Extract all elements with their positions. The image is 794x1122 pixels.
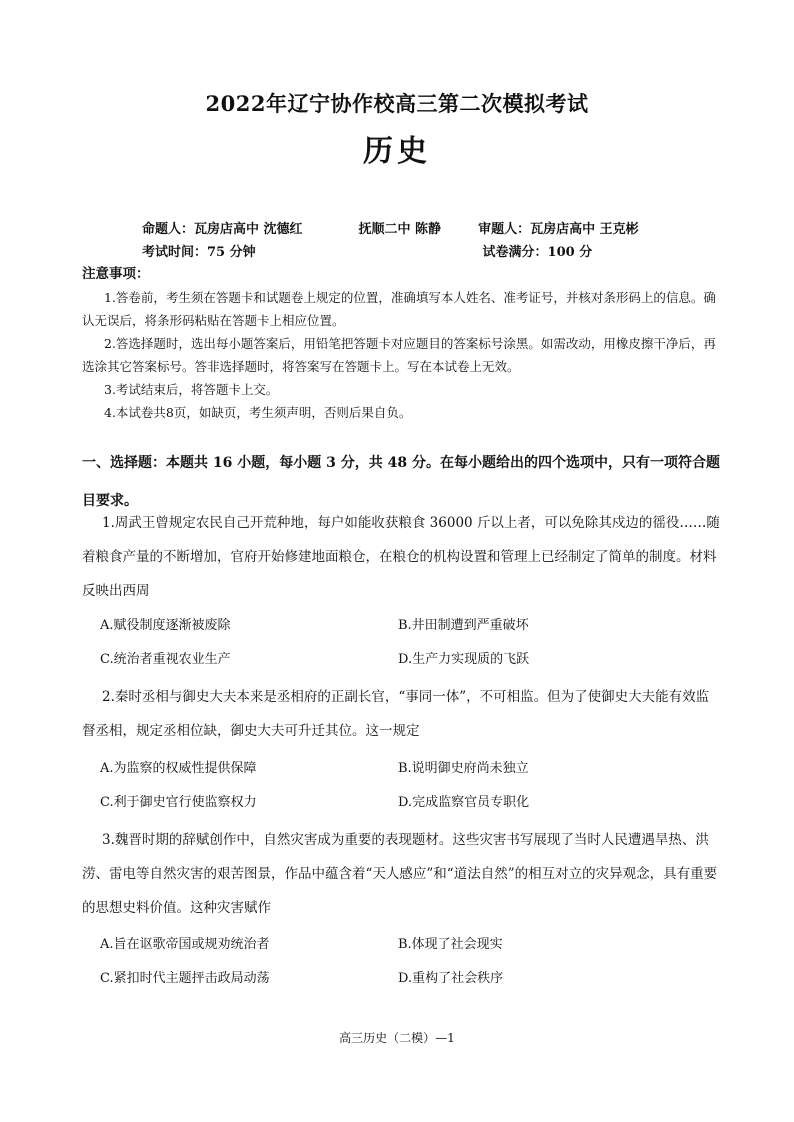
- exam-score: 试卷满分：100 分: [482, 245, 593, 260]
- subject-title: 历史: [363, 134, 431, 169]
- notice-heading: 注意事项：: [82, 266, 150, 282]
- page-footer: 高三历史（二模）—1: [339, 1031, 455, 1045]
- question-1: [82, 506, 722, 608]
- meta-time-line: [142, 241, 592, 260]
- notice-item: 4.本试卷共8页，如缺页，考生须声明，否则后果自负。: [104, 405, 412, 420]
- question-stem: 1.周武王曾规定农民自己开荒种地，每户如能收获粮食 36000 斤以上者，可以免除其戍边的徭役……随着粮食产量的不断增加，官府开始修建地面粮仓，在粮仓的机构设置和管理上已经制定了简单的制度。材料反映出西周: [82, 515, 720, 599]
- option-d: D.重构了社会秩序: [398, 971, 504, 986]
- reviewer-label: 审题人：瓦房店高中 王克彬: [478, 222, 639, 237]
- option-b: B.说明御史府尚未独立: [398, 761, 529, 776]
- option-b: B.体现了社会现实: [398, 937, 503, 952]
- question-3-options: [100, 928, 720, 996]
- option-c: C.统治者重视农业生产: [100, 652, 231, 667]
- notice-item: 2.答选择题时，选出每小题答案后，用铅笔把答题卡对应题目的答案标号涂黑。如需改动，用橡皮擦干净后，再选涂其它答案标号。答非选择题时，将答案写在答题卡上。写在本试卷上无效。: [82, 336, 716, 374]
- question-3: [82, 823, 722, 925]
- question-stem: 2.秦时丞相与御史大夫本来是丞相府的正副长官，“事同一体”，不可相监。但为了使御史大夫能有效监督丞相，规定丞相位缺，御史大夫可升迁其位。这一规定: [82, 689, 710, 739]
- question-stem: 3.魏晋时期的辞赋创作中，自然灾害成为重要的表现题材。这些灾害书写展现了当时人民遭遇旱热、洪涝、雷电等自然灾害的艰苦图景，作品中蕴含着“天人感应”和“道法自然”的相互对立的灾异观念，具有重要的思想史料价值。这种灾害赋作: [82, 832, 718, 916]
- notice-item: 1.答卷前，考生须在答题卡和试题卷上规定的位置，准确填写本人姓名、准考证号，并核对条形码上的信息。确认无误后，将条形码粘贴在答题卡上相应位置。: [82, 290, 716, 328]
- question-2: [82, 680, 722, 748]
- exam-title: 2022年辽宁协作校高三第二次模拟考试: [205, 91, 589, 116]
- notice-item: 3.考试结束后，将答题卡上交。: [104, 382, 279, 397]
- option-b: B.井田制遭到严重破坏: [398, 618, 529, 633]
- option-d: D.完成监察官员专职化: [398, 795, 530, 810]
- option-c: C.利于御史官行使监察权力: [100, 795, 257, 810]
- notice-list: [82, 286, 717, 424]
- section-heading: 一、选择题：本题共 16 小题，每小题 3 分，共 48 分。在每小题给出的四个选项中，只有一项符合题目要求。: [82, 455, 720, 509]
- option-c: C.紧扣时代主题抨击政局动荡: [100, 971, 270, 986]
- author-label: 命题人：瓦房店高中 沈德红: [142, 222, 303, 237]
- option-a: A.赋役制度逐渐被废除: [100, 618, 231, 633]
- question-2-options: [100, 752, 720, 820]
- question-1-options: [100, 609, 720, 677]
- meta-authors-line: [142, 218, 639, 237]
- exam-time: 考试时间：75 分钟: [142, 245, 256, 260]
- option-d: D.生产力实现质的飞跃: [398, 652, 530, 667]
- co-author-label: 抚顺二中 陈静: [358, 222, 442, 237]
- option-a: A.为监察的权威性提供保障: [100, 761, 257, 776]
- option-a: A.旨在讴歌帝国或规劝统治者: [100, 937, 270, 952]
